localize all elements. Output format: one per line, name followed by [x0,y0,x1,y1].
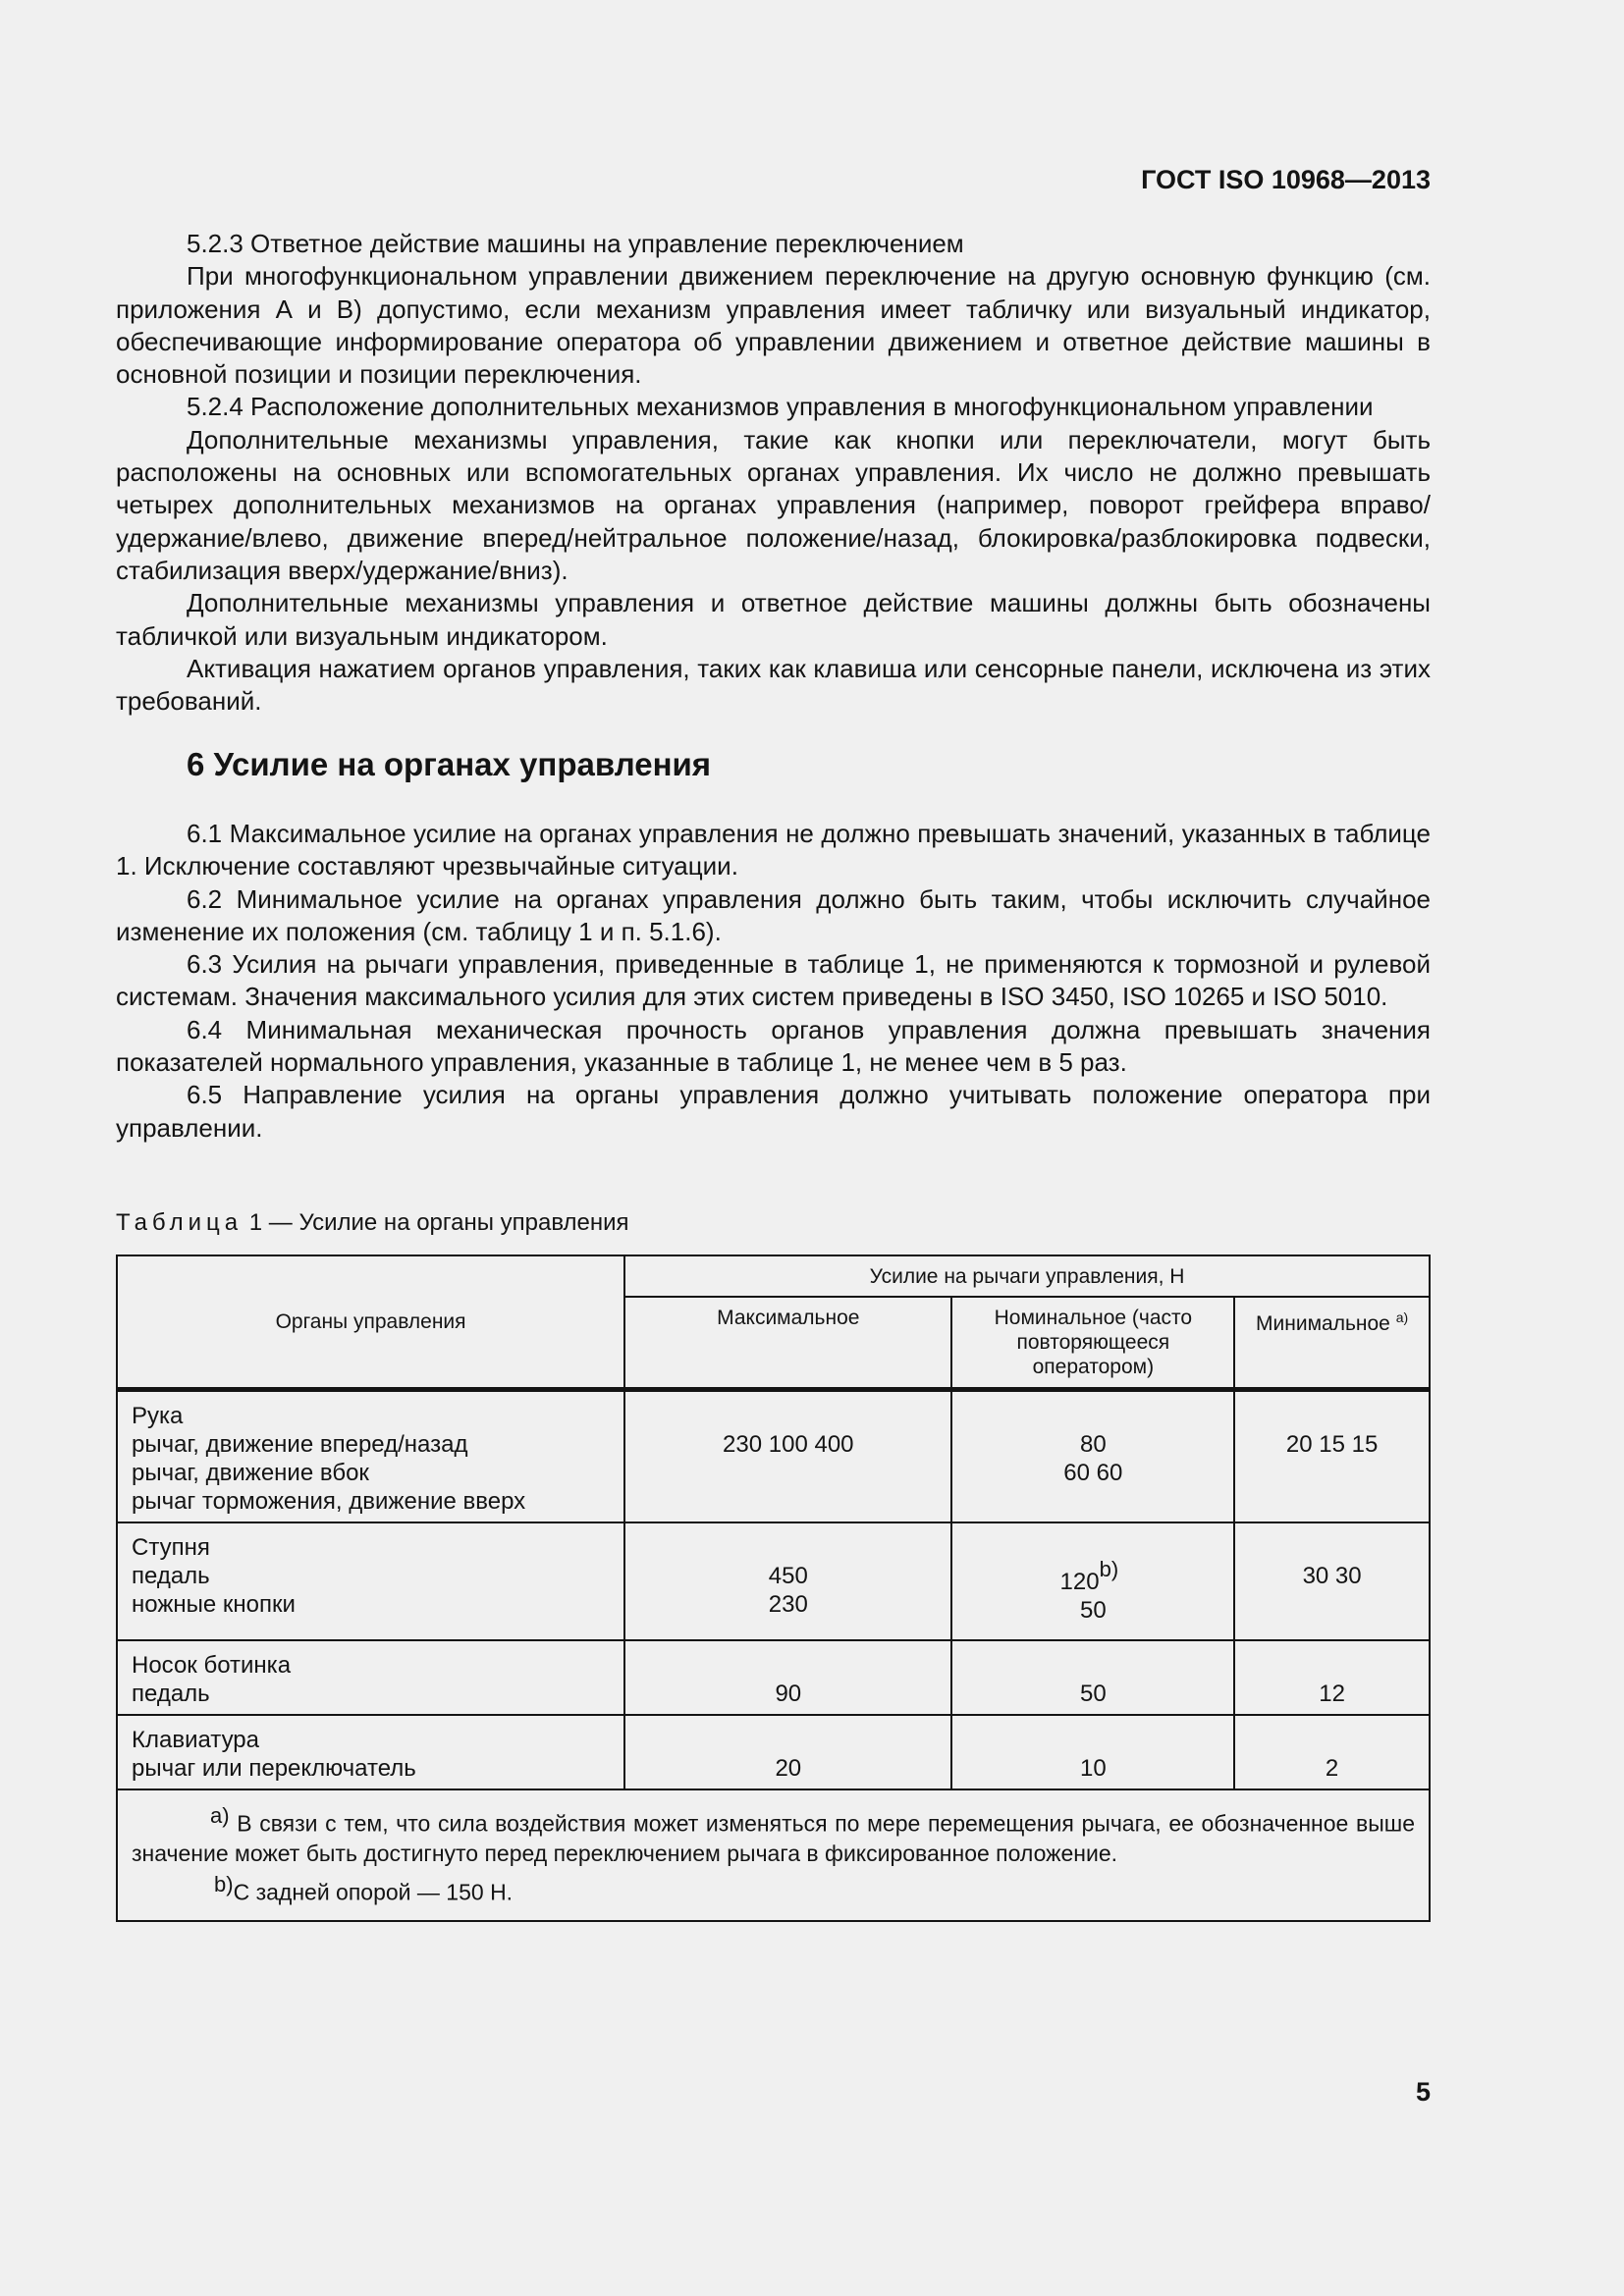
row-max-cell: 230 100 400 [624,1389,951,1522]
row-min-cell: 30 30 [1234,1522,1430,1640]
table-footnotes [117,1789,1430,1921]
row-max-cell: 20 [624,1715,951,1789]
footnote-b-text: С задней опорой — 150 Н. [233,1879,514,1905]
row-max-cell: 450 230 [624,1522,951,1640]
paragraph: Активация нажатием органов управления, таких как клавиша или сенсорные панели, исключена из этих требований. [116,653,1431,717]
paragraph: Дополнительные механизмы управления и ответное действие машины должны быть обозначены табличкой или визуальным индикатором. [116,588,1431,651]
table-row [117,1640,1430,1715]
paragraph: 5.2.3 Ответное действие машины на управление переключением [187,229,964,258]
paragraph: Дополнительные механизмы управления, такие как кнопки или переключатели, могут быть расположены на основных или вспомогательных органах управления. Их число не должно превышать четырех дополнительных механизмов на органах управления (например, поворот грейфера вправо/удержание/влево, движение вперед/нейтральное положение/назад, блокировка/разблокировка подвески, стабилизация вверх/удержание/вниз). [116,424,1431,585]
row-min-cell: 20 15 15 [1234,1389,1430,1522]
footnote-b-mark: b) [214,1872,234,1897]
row-nominal-cell: 80 60 60 [951,1389,1234,1522]
row-organ-cell: Клавиатура рычаг или переключатель [117,1715,624,1789]
table-caption-label: Таблица [116,1209,244,1236]
footnote-a-mark: а) [210,1802,230,1828]
row-organ-cell: Рука рычаг, движение вперед/назад рычаг, движение вбок рычаг торможения, движение вверх [117,1389,624,1522]
table-footnotes-row [117,1789,1430,1921]
row-organ-cell: Носок ботинка педаль [117,1640,624,1715]
header-max: Максимальное [624,1297,951,1389]
section-title: 6 Усилие на органах управления [187,746,712,782]
document-header: ГОСТ ISO 10968—2013 [1141,165,1431,194]
table-caption [116,1209,629,1237]
force-table [116,1255,1431,1922]
paragraph: 6.3 Усилия на рычаги управления, приведенные в таблице 1, не применяются к тормозной и рулевой системам. Значения максимального усилия для этих систем приведены в ISO 3450, ISO 10265 и ISO 5010. [116,949,1431,1012]
row-max-cell: 90 [624,1640,951,1715]
row-min-cell: 2 [1234,1715,1430,1789]
table-row [117,1715,1430,1789]
body-text-top [116,228,1431,718]
paragraph: 6.2 Минимальное усилие на органах управления должно быть таким, чтобы исключить случайное изменение их положения (см. таблицу 1 и п. 5.1.6). [116,883,1431,946]
row-nominal-cell: 50 [951,1640,1234,1715]
paragraph: 6.5 Направление усилия на органы управления должно учитывать положение оператора при управлении. [116,1080,1431,1143]
table-row [117,1389,1430,1522]
row-nominal-cell: 10 [951,1715,1234,1789]
body-text-section6 [116,818,1431,1145]
header-min: Минимальное $^{а)}$ [1234,1297,1430,1389]
table-caption-title: 1 — Усилие на органы управления [243,1209,629,1236]
row-nominal-cell: 120$^{b)}$ 50 [951,1522,1234,1640]
header-organs: Органы управления [117,1255,624,1389]
table-row [117,1522,1430,1640]
footnote-a-text: В связи с тем, что сила воздействия может изменяться по мере перемещения рычага, ее обозначенное выше значение может быть достигнуто перед переключением рычага в фиксированное положение. [132,1810,1415,1867]
row-min-cell: 12 [1234,1640,1430,1715]
header-nominal: Номинальное (часто повторяющееся оператором) [951,1297,1234,1389]
row-organ-cell: Ступня педаль ножные кнопки [117,1522,624,1640]
paragraph: При многофункциональном управлении движением переключение на другую основную функцию (см. приложения А и В) допустимо, если механизм управления имеет табличку или визуальный индикатор, обеспечивающие информирование оператора об управлении движением и ответное действие машины в основной позиции и позиции переключения. [116,261,1431,390]
page-number: 5 [1415,2077,1431,2107]
paragraph: 6.4 Минимальная механическая прочность органов управления должна превышать значения показателей нормального управления, указанные в таблице 1, не менее чем в 5 раз. [116,1014,1431,1078]
paragraph: 6.1 Максимальное усилие на органах управления не должно превышать значений, указанных в таблице 1. Исключение составляют чрезвычайные ситуации. [116,819,1431,881]
paragraph: 5.2.4 Расположение дополнительных механизмов управления в многофункциональном управлении [187,392,1374,422]
header-force-group: Усилие на рычаги управления, Н [624,1255,1430,1297]
